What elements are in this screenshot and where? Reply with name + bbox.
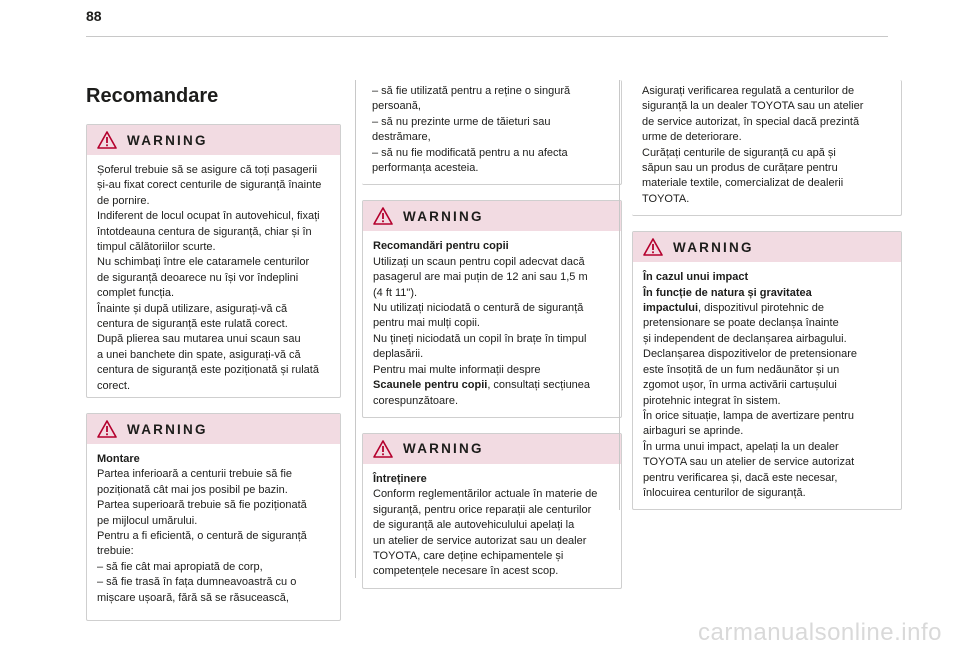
warning-triangle-icon [97, 131, 117, 149]
text-line: competențele necesare în acest scop. [373, 565, 559, 578]
column-1 [86, 82, 341, 636]
text-line: corespunzătoare. [373, 394, 458, 407]
text-line: întotdeauna centura de siguranță, chiar și în [97, 225, 312, 238]
text-line: destrămare, [372, 131, 431, 144]
text-line: de service autorizat, în special dacă prezintă [642, 115, 860, 128]
text-line: înlocuirea centurilor de siguranță. [643, 486, 806, 499]
warning-body [87, 444, 340, 625]
text-line: poziționată cât mai jos posibil pe bazin. [97, 483, 288, 496]
text-line: și-au fixat corect centurile de siguranță înainte [97, 179, 322, 192]
warning-heading: Întreținere [373, 472, 427, 485]
warning-body [633, 262, 901, 509]
maintenance-note-box [632, 80, 902, 216]
text-line: Nu utilizați niciodată o centură de siguranță [373, 302, 584, 315]
warning-triangle-icon [97, 420, 117, 438]
text-line: TOYOTA, care deține echipamentele și [373, 549, 564, 562]
warning-header [87, 414, 340, 444]
text-line: În orice situație, lampa de avertizare pentru [643, 409, 854, 422]
warning-box-general [86, 124, 341, 398]
warning-triangle-icon [373, 207, 393, 225]
warning-triangle-icon [643, 238, 663, 256]
text-line: – să nu prezinte urme de tăieturi sau [372, 115, 551, 128]
text-line: TOYOTA sau un atelier de service autorizat [643, 456, 855, 469]
text-line: Asigurați verificarea regulată a centurilor de [642, 85, 855, 97]
warning-box-children [362, 200, 622, 417]
text-line: Indiferent de locul ocupat în autovehicul, fixați [97, 210, 320, 223]
text-line: pentru mai mulți copii. [373, 317, 480, 330]
text-line: Utilizați un scaun pentru copil adecvat dacă [373, 255, 585, 268]
text-line: complet funcția. [97, 287, 175, 300]
warning-label: WARNING [673, 239, 754, 255]
text-line: săpun sau un produs de curățare pentru [642, 162, 838, 175]
column-3 [619, 80, 902, 510]
text-line: a unei banchete din spate, asigurați-vă că [97, 348, 301, 361]
warning-header [633, 232, 901, 262]
text-line: urme de deteriorare. [642, 131, 742, 144]
warning-triangle-icon [373, 440, 393, 458]
text-line: un atelier de service autorizat sau un dealer [373, 534, 587, 547]
warning-heading: În cazul unui impact [643, 271, 749, 284]
warning-box-fitting [86, 413, 341, 621]
text-line: pirotehnic integrat în sistem. [643, 394, 781, 407]
cross-reference: Scaunele pentru copii [373, 379, 488, 392]
text-line: – să fie cât mai apropiată de corp, [97, 560, 263, 573]
warning-header [363, 434, 621, 464]
text-line: Șoferul trebuie să se asigure că toți pasagerii [97, 164, 318, 176]
text-line: pretensionare se poate declanșa înainte [643, 317, 839, 330]
warning-box-impact [632, 231, 902, 510]
text-line: de siguranță deoarece nu își vor îndeplini [97, 271, 299, 284]
warning-label: WARNING [127, 132, 208, 148]
watermark-text: carmanualsonline.info [698, 619, 942, 646]
text-line: centura de siguranță este poziționată și rulată [97, 364, 319, 377]
text-line: pasagerul are mai puțin de 12 ani sau 1,5 m [373, 271, 588, 284]
text-line: – să nu fie modificată pentru a nu afecta [372, 146, 568, 159]
text-line: siguranță la un dealer TOYOTA sau un atelier [642, 100, 864, 113]
text-line: Curățați centurile de siguranță cu apă și [642, 146, 836, 159]
text-line: de siguranță ale autovehiculului apelați la [373, 519, 575, 532]
warning-label: WARNING [127, 421, 208, 437]
text-line: (4 ft 11"). [373, 286, 418, 299]
text-line: timpul călătoriilor scurte. [97, 241, 216, 254]
text-line: În urma unui impact, apelați la un dealer [643, 440, 839, 453]
text-line: mișcare ușoară, fără să se răsucească, [97, 591, 289, 604]
text-line: deplasării. [373, 348, 424, 361]
text-line: trebuie: [97, 545, 134, 558]
text-line: de pornire. [97, 194, 150, 207]
text-line: Declanșarea dispozitivelor de pretensionare [643, 348, 858, 361]
warning-heading: Montare [97, 453, 140, 465]
warning-body [363, 464, 621, 588]
warning-box-maintenance [362, 433, 622, 589]
warning-header [87, 125, 340, 155]
text-line: este însoțită de un fum nedăunător și un [643, 363, 840, 376]
text-line: airbaguri se aprinde. [643, 425, 744, 438]
column-2 [355, 80, 622, 578]
text-line: centura de siguranță este rulată corect. [97, 318, 288, 331]
text-line: TOYOTA. [642, 192, 690, 205]
warning-header [363, 201, 621, 231]
text-line: materiale textile, comercializat de dealerii [642, 177, 844, 190]
section-title: Recomandare [86, 85, 219, 107]
text-line: După plierea sau mutarea unui scaun sau [97, 333, 301, 346]
text-line: Conform reglementărilor actuale în materie de [373, 488, 598, 501]
text-line: Nu schimbați între ele cataramele centurilor [97, 256, 310, 269]
warning-heading: Recomandări pentru copii [373, 240, 509, 253]
text-line: Pentru mai multe informații despre [373, 363, 541, 376]
text-line: siguranță, pentru orice reparații ale centurilor [373, 503, 592, 516]
text-line: și independent de declanșarea airbagului. [643, 332, 847, 345]
text-line: Partea superioară trebuie să fie poziționată [97, 499, 307, 512]
text-line: persoană, [372, 100, 421, 113]
text-line: Scaunele pentru copii, consultați secțiunea [373, 379, 591, 392]
text-line: – să fie trasă în fața dumneavoastră cu o [97, 576, 297, 589]
text-line: pe mijlocul umărului. [97, 514, 198, 527]
page-number: 88 [86, 8, 102, 24]
text-line: În funcție de natura și gravitatea [643, 286, 812, 299]
text-line: Partea inferioară a centurii trebuie să fie [97, 468, 293, 481]
top-rule [86, 36, 888, 37]
warning-label: WARNING [403, 208, 484, 224]
text-line: Înainte și după utilizare, asigurați-vă că [97, 302, 288, 315]
continuation-box [362, 80, 622, 185]
text-line: zgomot ușor, în urma activării cartușului [643, 379, 837, 392]
warning-body [363, 231, 621, 416]
text-line: performanța acesteia. [372, 162, 479, 175]
text-line: Pentru a fi eficientă, o centură de siguranță [97, 530, 307, 543]
text-line: Nu țineți niciodată un copil în brațe în timpul [373, 332, 587, 345]
text-line: pentru verificarea și, dacă este necesar, [643, 471, 838, 484]
warning-body [87, 155, 340, 397]
warning-label: WARNING [403, 441, 484, 457]
text-line: corect. [97, 379, 131, 392]
text-line: impactului, dispozitivul pirotehnic de [643, 302, 824, 315]
text-line: – să fie utilizată pentru a reține o singură [372, 85, 571, 97]
